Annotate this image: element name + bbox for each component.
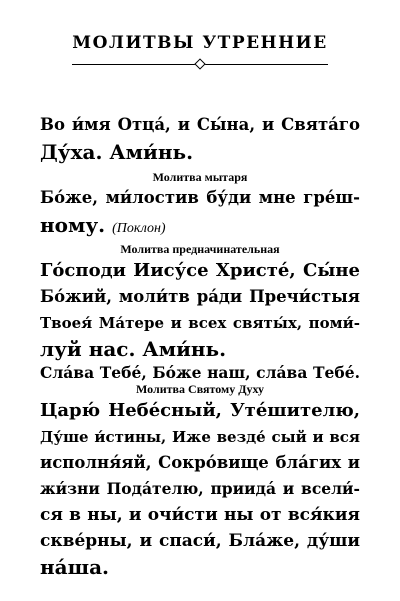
introductory-line-2: Бо́жий, моли́тв ра́ди Пречи́стыя (40, 287, 360, 306)
prayer-title-holy-spirit: Молитва Святому Духу (136, 382, 264, 396)
holy-spirit-line-3: исполня́яй, Сокро́вище бла́гих и (40, 453, 360, 472)
running-head: МОЛИТВЫ УТРЕННИЕ (72, 33, 328, 53)
holy-spirit-line-1: Царю́ Небе́сный, Уте́шителю, (40, 400, 360, 421)
holy-spirit-line-4: жи́зни Пода́телю, приида́ и всели́- (40, 479, 360, 498)
introductory-line-5: Сла́ва Тебе́, Бо́же наш, сла́ва Тебе́. (40, 363, 360, 382)
introductory-line-1: Го́споди Иису́се Христе́, Сы́не (40, 260, 360, 281)
holy-spirit-line-2: Ду́ше и́стины, Иже везде́ сый и вся (40, 428, 360, 446)
holy-spirit-line-6: скве́рны, и спаси́, Бла́же, ду́ши (40, 531, 360, 551)
publican-line-1: Бо́же, ми́лостив бу́ди мне гре́ш- (40, 188, 360, 207)
invocation-line-2: Ду́ха. Ами́нь. (40, 140, 194, 164)
publican-line-2-text: ному. (40, 213, 106, 237)
prostration-note: (Поклон) (112, 221, 166, 236)
introductory-line-4: луй нас. Ами́нь. (40, 337, 227, 361)
publican-line-2 (40, 213, 360, 241)
holy-spirit-line-5: ся в ны, и очи́сти ны от вся́кия (40, 505, 360, 525)
invocation-line-1: Во и́мя Отца́, и Сы́на, и Свята́го (40, 115, 360, 134)
introductory-line-3: Твоея́ Ма́тере и всех святы́х, поми́- (40, 314, 360, 332)
header-ornament (194, 58, 205, 69)
holy-spirit-line-7: на́ша. (40, 555, 110, 579)
prayer-title-introductory: Молитва предначинательная (120, 242, 280, 256)
prayer-title-publican: Молитва мытаря (152, 170, 248, 184)
